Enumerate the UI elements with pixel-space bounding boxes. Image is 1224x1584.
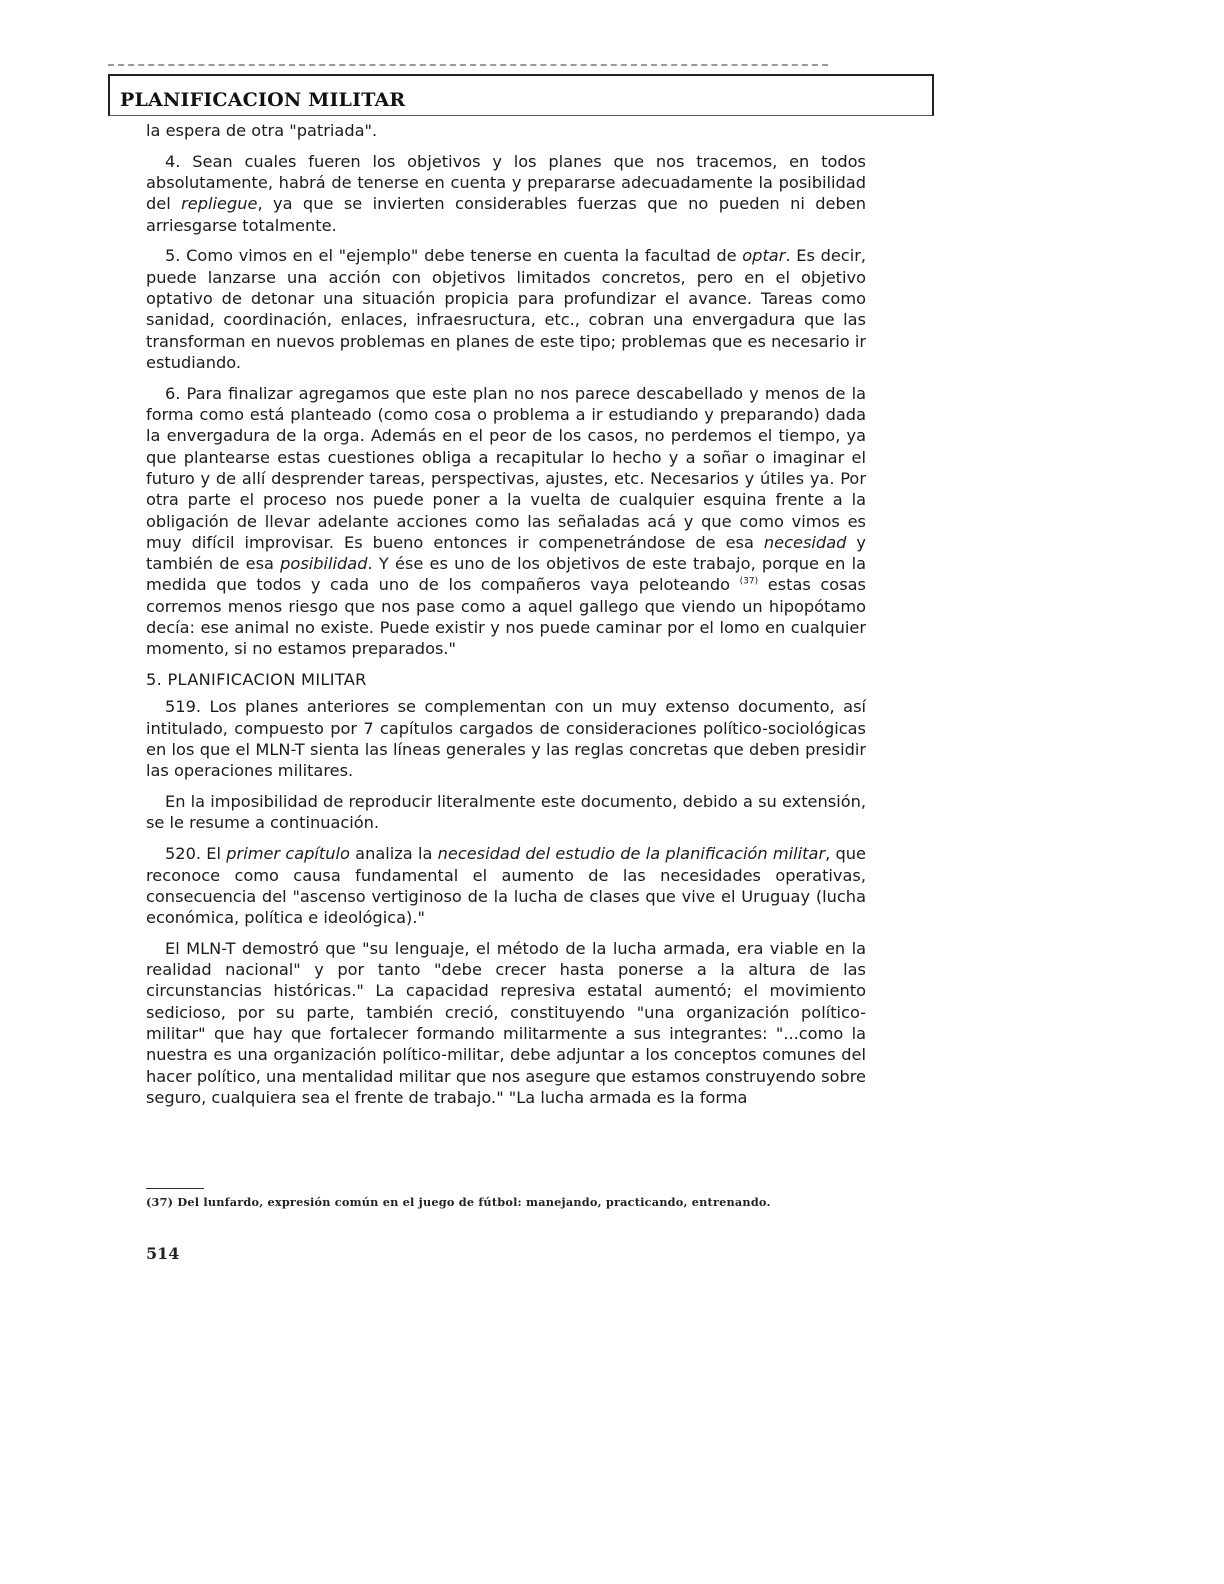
paragraph-520: 520. El primer capítulo analiza la necesidad del estudio de la planificación militar, que reconoce como causa fundamental el aumento de las necesidades operativas, consecuencia del "ascenso vertiginoso de la lucha de clases que vive el Uruguay (lucha económica, política e ideológica)." bbox=[146, 844, 866, 928]
body-text bbox=[146, 120, 866, 1118]
paragraph-point-6: 6. Para finalizar agregamos que este plan no nos parece descabellado y menos de la forma como está planteado (como cosa o problema a ir estudiando y preparando) dada la envergadura de la orga. Además en el peor de los casos, no perdemos el tiempo, ya que plantearse estas cuestiones obliga a recapitular lo hecho y a soñar o imaginar el futuro y de allí desprender tareas, perspectivas, ajustes, etc. Necesarios y útiles ya. Por otra parte el proceso nos puede poner a la vuelta de cualquier esquina frente a la obligación de llevar adelante acciones como las señaladas acá y que como vimos es muy difícil improvisar. Es bueno entonces ir compenetrándose de esa necesidad y también de esa posibilidad. Y ése es uno de los objetivos de este trabajo, porque en la medida que todos y cada uno de los compañeros vaya peloteando $^{(37)}$ estas cosas corremos menos riesgo que nos pase como a aquel gallego que viendo un hipopótamo decía: ese animal no existe. Puede existir y nos puede caminar por el lomo en cualquier momento, si no estamos preparados." bbox=[146, 383, 866, 659]
paragraph-summary-intro: En la imposibilidad de reproducir literalmente este documento, debido a su extensión, se le resume a continuación. bbox=[146, 792, 866, 833]
paragraph-519: 519. Los planes anteriores se complementan con un muy extenso documento, así intitulado, compuesto por 7 capítulos cargados de consideraciones político-sociológicas en los que el MLN-T sienta las líneas generales y las reglas concretas que deben presidir las operaciones militares. bbox=[146, 697, 866, 781]
footnote: (37) Del lunfardo, expresión común en el juego de fútbol: manejando, practicando, entrenando. bbox=[146, 1195, 771, 1209]
top-dashed-rule bbox=[108, 64, 828, 66]
running-header-title: PLANIFICACION MILITAR bbox=[120, 89, 406, 111]
running-header bbox=[108, 74, 934, 116]
section-heading: 5. PLANIFICACION MILITAR bbox=[146, 670, 367, 690]
paragraph-point-5: 5. Como vimos en el "ejemplo" debe tenerse en cuenta la facultad de optar. Es decir, puede lanzarse una acción con objetivos limitados concretos, pero en el objetivo optativo de detonar una situación propicia para profundizar el avance. Tareas como sanidad, coordinación, enlaces, infraesructura, etc., cobran una envergadura que las transforman en nuevos problemas en planes de este tipo; problemas que es necesario ir estudiando. bbox=[146, 246, 867, 372]
paragraph-continuation: la espera de otra "patriada". bbox=[146, 121, 378, 140]
footnote-reference: (37) bbox=[739, 577, 759, 588]
paragraph-mln-t: El MLN-T demostró que "su lenguaje, el método de la lucha armada, era viable en la realidad nacional" y por tanto "debe crecer hasta ponerse a la altura de las circunstancias históricas." La capacidad represiva estatal aumentó; el movimiento sedicioso, por su parte, también creció, constituyendo "una organización político-militar" que hay que fortalecer formando militarmente a sus integrantes: "...como la nuestra es una organización político-militar, debe adjuntar a los conceptos comunes del hacer político, una mentalidad militar que nos asegure que estamos construyendo sobre seguro, cualquiera sea el frente de trabajo." "La lucha armada es la forma bbox=[146, 938, 866, 1107]
page-number: 514 bbox=[146, 1244, 180, 1263]
paragraph-point-4: 4. Sean cuales fueren los objetivos y los planes que nos tracemos, en todos absolutamente, habrá de tenerse en cuenta y prepararse adecuadamente la posibilidad del repliegue, ya que se invierten considerables fuerzas que no pueden ni deben arriesgarse totalmente. bbox=[146, 151, 866, 235]
footnote-rule bbox=[146, 1188, 204, 1189]
